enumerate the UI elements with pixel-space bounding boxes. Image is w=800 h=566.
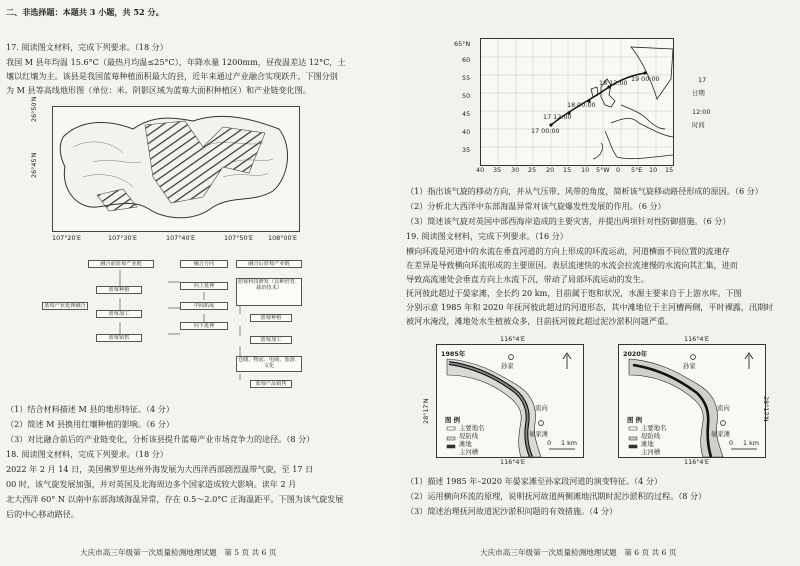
track-lon-label: 20 bbox=[546, 166, 555, 174]
map-lon-label: 107°50′E bbox=[224, 234, 254, 242]
q19-sub1: （1）描述 1985 年–2020 年晏家滩至孙家段河道的演变特征。（4 分） bbox=[406, 476, 663, 486]
track-legend-time-label: 时间 bbox=[692, 121, 705, 129]
map-lon-label: 107°30′E bbox=[108, 234, 138, 242]
map-1985-lon-bottom: 116°4′E bbox=[500, 458, 525, 466]
track-point-label: 18 00:00 bbox=[567, 101, 596, 109]
track-lon-axis bbox=[476, 166, 676, 176]
track-lat-label: 45 bbox=[462, 110, 471, 118]
map-2020-lat: 28°17′N bbox=[762, 396, 770, 422]
track-lon-label: 0 bbox=[616, 166, 621, 174]
map-1985-legend-title: 图 例 bbox=[445, 416, 461, 424]
track-lon-label: 40 bbox=[476, 166, 485, 174]
q18-para-line: 后的中心移动路径。 bbox=[6, 509, 79, 519]
track-lon-label: 5°W bbox=[596, 166, 610, 174]
topographic-map-figure bbox=[53, 107, 299, 231]
map-2020-place: 晏家滩 bbox=[711, 430, 731, 438]
flow-extension-label: 蓝莓产业延伸融合 bbox=[42, 302, 88, 310]
map-2020-legend-item: 主河槽 bbox=[641, 448, 661, 456]
river-map-1985 bbox=[436, 344, 584, 458]
q19-para-line: 横向环流是河道中的水流在垂直河道的方向上形成的环流运动，河道横面不同位置的流速存 bbox=[406, 246, 730, 256]
flow-after-header: 融合后蓝莓产业链 bbox=[236, 260, 302, 268]
q19-sub3: （3）简述治理抚河故道泥沙淤积问题的有效措施。（4 分） bbox=[406, 506, 618, 516]
map-2020-year: 2020年 bbox=[623, 350, 648, 358]
flow-after-processing: 蓝莓加工 bbox=[250, 336, 292, 344]
map-1985-place: 流向 bbox=[535, 404, 548, 412]
q18-para-line: 北大西洋 60° N 以南中东部海域海温异常，存在 0.5～2.0°C 正海温距平。下图为该气旋发展 bbox=[6, 494, 344, 504]
map-lon-label: 107°20′E bbox=[52, 234, 82, 242]
q19-para-line: 分别示意 1985 年和 2020 年抚河彼此超过的河道形态，其中滩地位于主河槽两侧，平时裸露，汛期时 bbox=[406, 302, 774, 312]
section-heading: 二、非选择题：本题共 3 小题，共 52 分。 bbox=[6, 7, 164, 17]
track-lon-label: 5°E bbox=[631, 166, 643, 174]
track-lon-label: 25 bbox=[528, 166, 537, 174]
q19-para-line: 在差异是导致横向环流形成的主要原因。表层流速快的水流会拉流速慢的水流向其汇集，进而 bbox=[406, 260, 738, 270]
track-lon-label: 15 bbox=[563, 166, 572, 174]
topographic-map bbox=[52, 106, 300, 232]
track-legend-time: 12:00 bbox=[692, 108, 711, 116]
map-1985-legend-item: 滩地 bbox=[459, 440, 472, 448]
q19-para-line: 抚河彼此超过于晏家滩，全长约 20 km，目前属于饱和状况，水源主要来自于上游水库。下图 bbox=[406, 288, 742, 298]
map-2020-scale-1: 1 km bbox=[743, 439, 760, 447]
cyclone-track-map bbox=[480, 38, 674, 166]
right-page bbox=[400, 0, 800, 566]
q19-para-line: 导致高流速处会垂直方向上水流下沉，带动了局部环流运动的发生。 bbox=[406, 274, 649, 284]
track-lat-label: 50 bbox=[462, 92, 471, 100]
q17-sub1: （1）结合材料描述 M 县的地形特征。（4 分） bbox=[6, 404, 174, 414]
flow-dir-middle: 中间拓展 bbox=[180, 302, 228, 310]
map-2020-legend-item: 滩地 bbox=[641, 440, 654, 448]
map-1985-place: 孙家 bbox=[501, 362, 514, 370]
map-1985-scale-0: 0 bbox=[547, 439, 552, 447]
flow-after-planting: 蓝莓种植 bbox=[250, 314, 292, 322]
flow-dir-up: 向上延伸 bbox=[180, 282, 228, 290]
flow-after-sales: 蓝莓产品销售 bbox=[250, 380, 292, 388]
track-point-label: 17 12:00 bbox=[543, 113, 572, 121]
q18-para-line: 2022 年 2 月 14 日，美国佛罗里达州外海发展为大西洋西部剧烈温带气旋，至 17 日 bbox=[6, 464, 314, 474]
map-1985-year: 1985年 bbox=[441, 350, 466, 358]
map-lat-label: 26°50′N bbox=[30, 96, 38, 122]
q17-sub2: （2）简述 M 县换用红壤种植的影响。（6 分） bbox=[6, 419, 174, 429]
map-2020-scale-0: 0 bbox=[729, 439, 734, 447]
map-1985-scale-1: 1 km bbox=[561, 439, 578, 447]
track-lon-label: 10 bbox=[581, 166, 590, 174]
q19-stem: 19. 阅读图文材料，完成下列要求。（16 分） bbox=[406, 231, 568, 241]
map-lat-label: 26°45′N bbox=[30, 152, 38, 178]
map-2020-lon-bottom: 116°4′E bbox=[684, 458, 709, 466]
flow-processing: 蓝莓加工 bbox=[96, 310, 142, 318]
track-lon-label: 30 bbox=[511, 166, 520, 174]
track-lat-label: 55 bbox=[462, 74, 471, 82]
track-lat-label: 35 bbox=[462, 146, 471, 154]
track-legend-day-label: 日期 bbox=[692, 89, 705, 97]
q17-para-line: 我国 M 县年均温 15.6°C（最热月均温≤25°C），年降水量 1200mm，昼夜温差达 12°C，土 bbox=[6, 57, 346, 67]
q18-sub1: （1）指出该气旋的移动方向，并从气压带、风带的角度，简析该气旋移动路径形成的原因。（6 分） bbox=[406, 186, 763, 196]
map-2020-legend-item: 主要地名 bbox=[641, 424, 667, 432]
map-1985-legend-item: 主要地名 bbox=[459, 424, 485, 432]
right-page-footer: 大庆市高三年级第一次质量检测地理试题 第 6 页 共 6 页 bbox=[480, 548, 677, 557]
q18-para-line: 00 时，该气旋发展加强，并对英国及北海周边多个国家造成较大影响。读年 2 月 bbox=[6, 479, 297, 489]
q17-stem: 17. 阅读图文材料，完成下列要求。（18 分） bbox=[6, 42, 168, 52]
map-1985-place: 晏家滩 bbox=[529, 430, 549, 438]
map-2020-place: 流向 bbox=[717, 404, 730, 412]
flow-research: 蓝莓科技研发（良种培育、栽培技术） bbox=[236, 278, 302, 306]
map-2020-legend-title: 图 例 bbox=[627, 416, 643, 424]
flow-sales: 蓝莓销售 bbox=[96, 334, 142, 342]
map-2020-legend-item: 堤防线 bbox=[641, 432, 661, 440]
q19-para-line: 被河水淹没，滩地处水生植被众多，目前抚河彼此超过泥沙淤积问题严重。 bbox=[406, 316, 674, 326]
river-map-2020 bbox=[618, 344, 766, 458]
q17-para-line: 壤以红壤为主。该县是我国蓝莓种植面积最大的县，近年来通过产业融合实现跃升。下图分别 bbox=[6, 71, 338, 81]
track-lon-label: 35 bbox=[493, 166, 502, 174]
flow-logistics: 仓储、物流、电商、旅游、文化 bbox=[236, 356, 302, 372]
map-2020-lon-top: 116°4′E bbox=[684, 335, 709, 343]
map-lon-label: 108°00′E bbox=[268, 234, 298, 242]
map-2020-place: 孙家 bbox=[683, 362, 696, 370]
left-page-footer: 大庆市高三年级第一次质量检测地理试题 第 5 页 共 6 页 bbox=[80, 548, 277, 557]
q17-para-line: 为 M 县等高线地形图（单位：米。阴影区域为蓝莓大面积种植区）和产业链变化图。 bbox=[6, 85, 311, 95]
flow-dir-down: 向下延伸 bbox=[180, 322, 228, 330]
track-point-label: 19 00:00 bbox=[631, 75, 660, 83]
industry-chain-diagram bbox=[44, 256, 301, 396]
q17-sub3: （3）对比融合前后的产业链变化，分析该县提升蓝莓产业市场竞争力的途径。（8 分） bbox=[6, 434, 315, 444]
map-1985-lat: 28°17′N bbox=[422, 398, 430, 424]
track-point-label: 17 00:00 bbox=[531, 127, 560, 135]
q19-sub2: （2）运用横向环流的原理，说明抚河故道两侧滩地汛期时泥沙淤积的过程。（8 分） bbox=[406, 491, 707, 501]
track-lat-label: 60 bbox=[462, 56, 471, 64]
track-legend-day: 17 bbox=[698, 76, 707, 84]
map-lon-label: 107°40′E bbox=[166, 234, 196, 242]
q18-sub2: （2）分析北大西洋中东部海温异常对该气旋爆发性发展的作用。（6 分） bbox=[406, 201, 666, 211]
q18-stem: 18. 阅读图文材料，完成下列要求。（18 分） bbox=[6, 449, 168, 459]
q18-sub3: （3）简述该气旋对英国中部西海岸造成的主要灾害，并提出两项针对性防御措施。（6 分） bbox=[406, 216, 731, 226]
flow-planting: 蓝莓种植 bbox=[96, 286, 142, 294]
map-1985-lon-top: 116°4′E bbox=[500, 335, 525, 343]
track-lat-label: 65°N bbox=[454, 40, 471, 48]
track-lon-label: 10 bbox=[649, 166, 658, 174]
track-point-label: 18 12:00 bbox=[599, 79, 628, 87]
track-lat-label: 40 bbox=[462, 128, 471, 136]
map-1985-legend-item: 主河槽 bbox=[459, 448, 479, 456]
flow-before-header: 融合前蓝莓产业链 bbox=[88, 260, 154, 268]
flow-direction-header: 融合方向 bbox=[180, 260, 228, 268]
map-1985-legend-item: 堤防线 bbox=[459, 432, 479, 440]
track-lon-label: 15 bbox=[665, 166, 674, 174]
